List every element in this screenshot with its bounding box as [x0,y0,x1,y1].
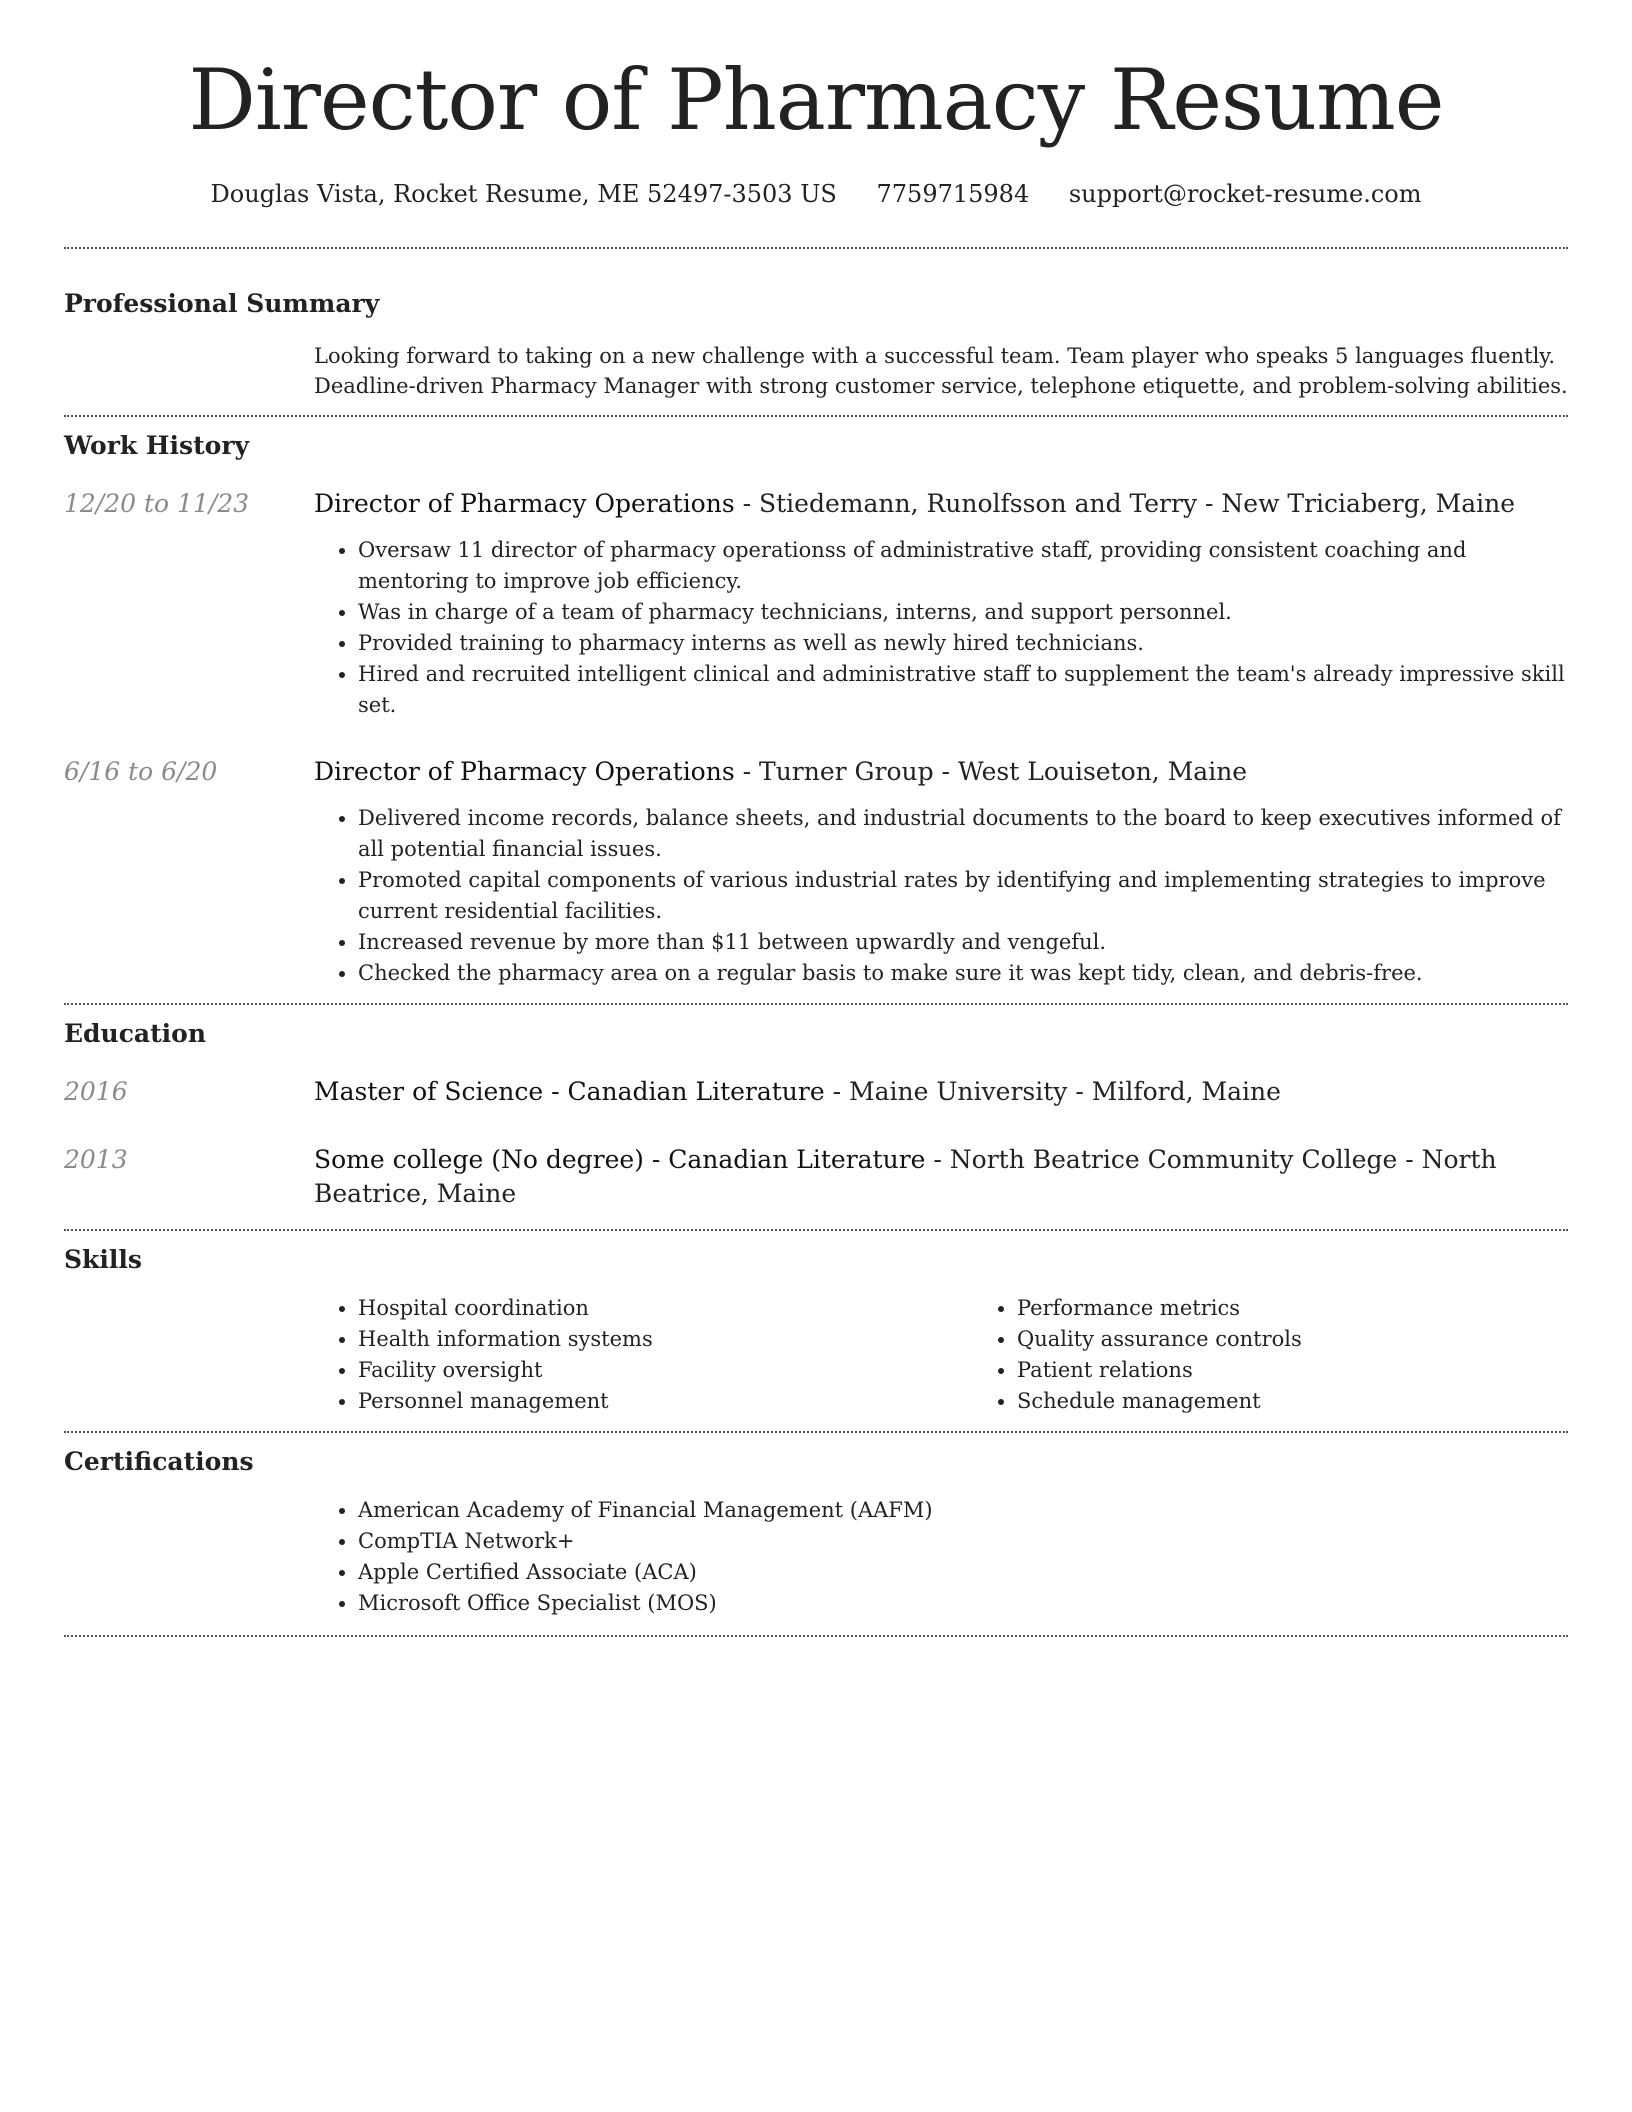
job-heading [314,487,1568,521]
job-entry [64,487,1568,721]
education-degree: Master of Science - Canadian Literature [314,1077,825,1106]
work-section [64,429,1568,989]
job-entry [64,755,1568,989]
section-title-education: Education [64,1019,207,1048]
job-dates: 6/16 to 6/20 [64,757,218,786]
education-year: 2013 [64,1145,128,1174]
list-item: • Delivered income records, balance sheets, and industrial documents to the board to keep executives informed of all potential financial issues. [358,803,1568,865]
contact-address: Douglas Vista, Rocket Resume, ME 52497-3503 US [210,180,837,208]
job-bullets [314,535,1568,721]
list-item: • Hired and recruited intelligent clinical and administrative staff to supplement the team's already impressive skill set. [358,659,1568,721]
education-heading [314,1075,1568,1109]
divider [64,415,1568,417]
education-year: 2016 [64,1077,128,1106]
education-degree: Some college (No degree) - Canadian Literature [314,1145,926,1174]
skills-section [64,1243,1568,1417]
education-entry [64,1143,1568,1211]
job-employer: - Turner Group - West Louiseton, Maine [734,757,1248,786]
education-heading [314,1143,1568,1211]
skills-spacer [64,1293,314,1417]
divider [64,1431,1568,1433]
divider [64,1003,1568,1005]
certifications-section [64,1445,1568,1619]
contact-phone: 7759715984 [876,180,1030,208]
list-item: • Checked the pharmacy area on a regular basis to make sure it was kept tidy, clean, and debris-free. [358,958,1568,989]
section-title-work: Work History [64,431,250,460]
job-heading [314,755,1568,789]
summary-text: Looking forward to taking on a new challenge with a successful team. Team player who speaks 5 languages fluently. Deadline-driven Pharmacy Manager with strong customer service, telephone etiquette, and problem-solving abilities. [314,344,1568,398]
certifications-spacer [64,1495,314,1619]
education-school: - North Beatrice Community College - North Beatrice, Maine [314,1145,1497,1208]
divider [64,1229,1568,1231]
skill-item: • Personnel management [358,1386,973,1417]
section-title-certifications: Certifications [64,1447,254,1476]
section-title-summary: Professional Summary [64,289,380,318]
job-position: Director of Pharmacy Operations [314,757,735,786]
list-item: • Oversaw 11 director of pharmacy operationss of administrative staff, providing consistent coaching and mentoring to improve job efficiency. [358,535,1568,597]
skill-item: • Performance metrics [1017,1293,1632,1324]
page-title: Director of Pharmacy Resume [188,51,1444,149]
skill-item: • Health information systems [358,1324,973,1355]
section-title-skills: Skills [64,1245,142,1274]
skill-item: • Quality assurance controls [1017,1324,1632,1355]
skill-item: • Patient relations [1017,1355,1632,1386]
job-dates: 12/20 to 11/23 [64,489,250,518]
summary-spacer [64,341,314,401]
list-item: • Was in charge of a team of pharmacy technicians, interns, and support personnel. [358,597,1568,628]
education-entry [64,1075,1568,1109]
skills-column-left [314,1293,973,1417]
certification-item: • American Academy of Financial Management (AAFM) [358,1495,1568,1526]
list-item: • Promoted capital components of various industrial rates by identifying and implementing strategies to improve current residential facilities. [358,865,1568,927]
skill-item: • Facility oversight [358,1355,973,1386]
education-school: - Maine University - Milford, Maine [824,1077,1281,1106]
contact-email: support@rocket-resume.com [1068,180,1422,208]
job-position: Director of Pharmacy Operations [314,489,735,518]
divider [64,1635,1568,1637]
job-bullets [314,803,1568,989]
list-item: • Increased revenue by more than $11 between upwardly and vengeful. [358,927,1568,958]
job-employer: - Stiedemann, Runolfsson and Terry - New Triciaberg, Maine [734,489,1515,518]
certification-item: • CompTIA Network+ [358,1526,1568,1557]
education-section [64,1017,1568,1211]
skills-column-right [973,1293,1632,1417]
certifications-list [314,1495,1568,1619]
resume-page [64,0,1568,1637]
certification-item: • Microsoft Office Specialist (MOS) [358,1588,1568,1619]
divider [64,247,1568,249]
skills-grid [314,1293,1632,1417]
list-item: • Provided training to pharmacy interns as well as newly hired technicians. [358,628,1568,659]
skill-item: • Schedule management [1017,1386,1632,1417]
skill-item: • Hospital coordination [358,1293,973,1324]
certification-item: • Apple Certified Associate (ACA) [358,1557,1568,1588]
contact-line [64,178,1568,210]
summary-section [64,287,1568,401]
